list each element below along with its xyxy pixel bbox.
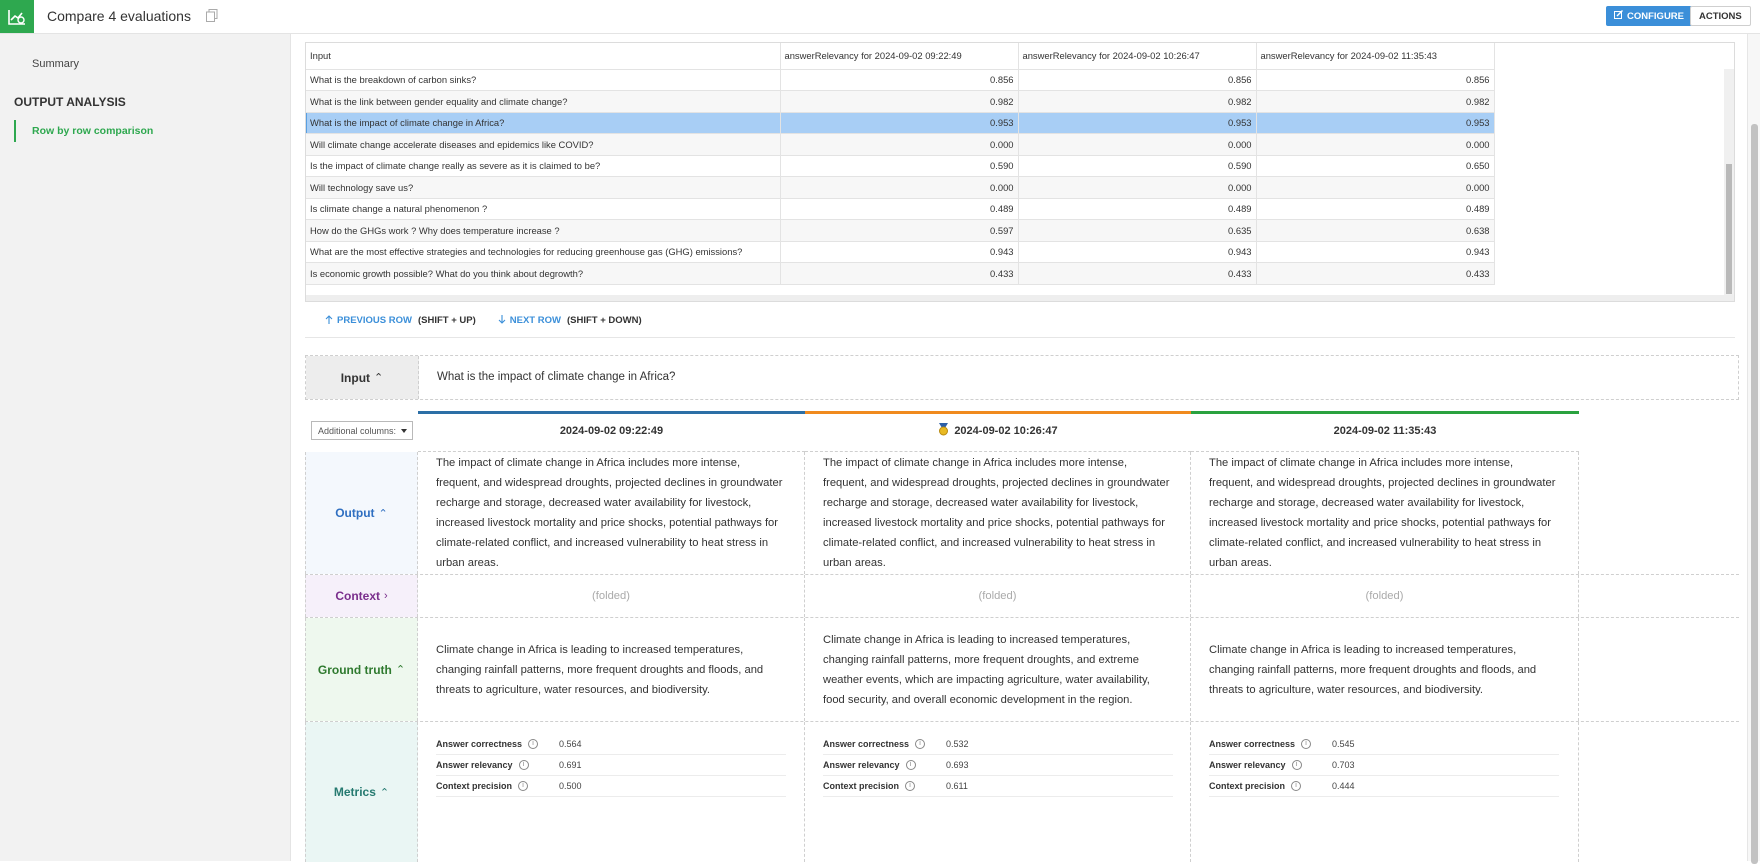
caret-down-icon xyxy=(401,429,407,433)
table-cell-input: How do the GHGs work ? Why does temperature increase ? xyxy=(306,220,780,242)
table-cell-score: 0.856 xyxy=(1256,69,1494,91)
metric-name xyxy=(823,739,946,749)
column-header-score-1[interactable]: answerRelevancy for 2024-09-02 09:22:49 xyxy=(780,43,1018,69)
table-cell-score: 0.943 xyxy=(780,241,1018,263)
info-icon[interactable]: i xyxy=(905,781,915,791)
edit-icon xyxy=(1614,10,1623,22)
metrics-cell xyxy=(1191,722,1579,862)
metric-name-label: Answer relevancy xyxy=(436,760,513,770)
ground-truth-section-toggle[interactable] xyxy=(305,618,418,721)
output-cell: The impact of climate change in Africa includes more intense, frequent, and widespread droughts, projected declines in groundwater recharge and storage, decreased water availability for livestock, increased livestock mortality and price shocks, potential pathways for climate-related conflict, and increased vulnerability to heat stress in urban areas. xyxy=(805,452,1191,574)
table-row[interactable] xyxy=(306,91,1494,113)
table-cell-score: 0.489 xyxy=(1018,198,1256,220)
best-medal-icon xyxy=(938,423,949,439)
output-section-toggle[interactable] xyxy=(305,452,418,574)
evaluation-color-bar xyxy=(805,411,1191,414)
table-cell-score: 0.000 xyxy=(780,134,1018,156)
table-cell-input: Is the impact of climate change really as severe as it is claimed to be? xyxy=(306,155,780,177)
input-section-toggle[interactable] xyxy=(306,356,419,399)
context-folded-cell[interactable]: (folded) xyxy=(1191,575,1579,617)
table-cell-score: 0.638 xyxy=(1256,220,1494,242)
table-cell-input: Will climate change accelerate diseases and epidemics like COVID? xyxy=(306,134,780,156)
metric-name xyxy=(436,781,559,791)
page-title: Compare 4 evaluations xyxy=(47,8,191,24)
table-cell-score: 0.953 xyxy=(1018,112,1256,134)
table-cell-input: Is economic growth possible? What do you think about degrowth? xyxy=(306,263,780,285)
input-value: What is the impact of climate change in Africa? xyxy=(437,371,676,383)
output-row xyxy=(305,452,1739,575)
metric-value: 0.611 xyxy=(946,781,968,791)
table-cell-score: 0.856 xyxy=(780,69,1018,91)
evaluation-color-bar xyxy=(1191,411,1579,414)
info-icon[interactable]: i xyxy=(518,781,528,791)
page-vertical-scrollbar[interactable] xyxy=(1747,34,1760,861)
metric-row xyxy=(1209,755,1559,776)
table-row[interactable] xyxy=(306,155,1494,177)
metric-name-label: Context precision xyxy=(823,781,900,791)
table-cell-score: 0.000 xyxy=(780,177,1018,199)
ground-truth-row xyxy=(305,618,1739,722)
additional-columns-select[interactable] xyxy=(311,421,413,440)
chevron-right-icon: › xyxy=(384,590,388,602)
metric-name xyxy=(1209,781,1332,791)
context-section-label: Context xyxy=(335,589,380,603)
table-cell-input: Will technology save us? xyxy=(306,177,780,199)
sidebar xyxy=(0,34,290,861)
table-cell-score: 0.590 xyxy=(1018,155,1256,177)
metric-name-label: Context precision xyxy=(436,781,513,791)
table-horizontal-scrollbar[interactable] xyxy=(306,295,1734,301)
chevron-up-icon: ⌃ xyxy=(374,372,384,384)
context-folded-cell[interactable]: (folded) xyxy=(805,575,1191,617)
metric-name-label: Answer relevancy xyxy=(823,760,900,770)
configure-button[interactable] xyxy=(1606,6,1692,26)
metric-row xyxy=(823,755,1173,776)
rows-table xyxy=(306,43,1495,285)
metric-row xyxy=(436,755,786,776)
table-cell-score: 0.856 xyxy=(1018,69,1256,91)
metric-name-label: Answer correctness xyxy=(1209,739,1296,749)
table-vertical-scrollbar[interactable] xyxy=(1724,69,1734,301)
evaluation-color-bar xyxy=(418,411,805,414)
metric-value: 0.691 xyxy=(559,760,582,770)
metrics-section-label: Metrics xyxy=(333,785,376,799)
metric-value: 0.500 xyxy=(559,781,582,791)
sidebar-item-row-by-row-comparison[interactable]: Row by row comparison xyxy=(14,120,153,142)
info-icon[interactable]: i xyxy=(915,739,925,749)
info-icon[interactable]: i xyxy=(906,760,916,770)
chevron-up-icon: ⌃ xyxy=(395,664,406,676)
next-row-label: NEXT ROW xyxy=(509,315,561,326)
metric-value: 0.564 xyxy=(559,739,582,749)
info-icon[interactable]: i xyxy=(1301,739,1311,749)
metric-name-label: Answer correctness xyxy=(436,739,523,749)
table-cell-score: 0.489 xyxy=(780,198,1018,220)
table-header-row xyxy=(306,43,1494,69)
metric-row xyxy=(436,734,786,755)
next-row-shortcut: (SHIFT + DOWN) xyxy=(566,315,642,326)
table-cell-score: 0.433 xyxy=(780,263,1018,285)
table-row[interactable] xyxy=(306,198,1494,220)
metric-name xyxy=(823,781,946,791)
evaluation-column-header xyxy=(1191,411,1579,452)
context-section-toggle[interactable] xyxy=(305,575,418,617)
metric-name xyxy=(1209,760,1332,770)
table-cell-score: 0.590 xyxy=(780,155,1018,177)
evaluation-column-label: 2024-09-02 10:26:47 xyxy=(954,425,1058,437)
ground-truth-cell: Climate change in Africa is leading to increased temperatures, changing rainfall patterns, more frequent droughts and floods, and threats to agriculture, water resources, and biodiversity. xyxy=(1191,618,1579,721)
evaluation-compare-icon[interactable] xyxy=(0,0,34,33)
info-icon[interactable]: i xyxy=(1292,760,1302,770)
table-cell-score: 0.982 xyxy=(1018,91,1256,113)
table-cell-input: What is the link between gender equality and climate change? xyxy=(306,91,780,113)
chevron-up-icon: ⌃ xyxy=(378,507,388,520)
table-row[interactable] xyxy=(306,220,1494,242)
arrow-up-icon xyxy=(325,315,333,327)
ground-truth-section-label: Ground truth xyxy=(317,662,392,677)
table-row[interactable] xyxy=(306,263,1494,285)
table-cell-score: 0.943 xyxy=(1018,241,1256,263)
metrics-cell xyxy=(805,722,1191,862)
metric-name xyxy=(436,739,559,749)
output-section-label: Output xyxy=(335,506,375,520)
metric-value: 0.693 xyxy=(946,760,969,770)
table-row[interactable] xyxy=(306,241,1494,263)
table-row[interactable] xyxy=(306,112,1494,134)
context-folded-cell[interactable]: (folded) xyxy=(418,575,805,617)
metric-value: 0.532 xyxy=(946,739,969,749)
metric-row xyxy=(1209,776,1559,797)
top-bar xyxy=(0,0,1760,34)
table-cell-score: 0.597 xyxy=(780,220,1018,242)
table-cell-input: Is climate change a natural phenomenon ? xyxy=(306,198,780,220)
metric-name xyxy=(436,760,559,770)
evaluation-column-label: 2024-09-02 11:35:43 xyxy=(1333,425,1437,437)
evaluation-column-header xyxy=(418,411,805,452)
table-cell-score: 0.000 xyxy=(1256,177,1494,199)
metric-name-label: Answer relevancy xyxy=(1209,760,1286,770)
metric-row xyxy=(436,776,786,797)
metrics-row xyxy=(305,722,1739,862)
actions-button[interactable]: ACTIONS xyxy=(1690,6,1751,26)
metric-value: 0.444 xyxy=(1332,781,1355,791)
table-cell-score: 0.433 xyxy=(1256,263,1494,285)
metric-name-label: Context precision xyxy=(1209,781,1286,791)
copy-icon[interactable] xyxy=(206,9,218,22)
ground-truth-cell: Climate change in Africa is leading to increased temperatures, changing rainfall patterns, more frequent droughts and floods, and threats to agriculture, water resources, and biodiversity. xyxy=(418,618,805,721)
sidebar-item-summary[interactable]: Summary xyxy=(32,58,80,70)
table-scrollbar-thumb[interactable] xyxy=(1726,164,1732,294)
previous-row-label: PREVIOUS ROW xyxy=(337,315,412,326)
table-cell-score: 0.953 xyxy=(1256,112,1494,134)
table-cell-score: 0.650 xyxy=(1256,155,1494,177)
column-header-score-2[interactable]: answerRelevancy for 2024-09-02 10:26:47 xyxy=(1018,43,1256,69)
column-header-input[interactable]: Input xyxy=(306,43,780,69)
previous-row-shortcut: (SHIFT + UP) xyxy=(417,315,476,326)
table-row[interactable] xyxy=(306,69,1494,91)
arrow-down-icon xyxy=(498,315,506,327)
table-cell-input: What is the breakdown of carbon sinks? xyxy=(306,69,780,91)
table-cell-score: 0.433 xyxy=(1018,263,1256,285)
table-cell-score: 0.489 xyxy=(1256,198,1494,220)
table-cell-input: What is the impact of climate change in Africa? xyxy=(306,112,780,134)
context-row xyxy=(305,575,1739,618)
metric-value: 0.545 xyxy=(1332,739,1355,749)
table-cell-score: 0.982 xyxy=(1256,91,1494,113)
info-icon[interactable]: i xyxy=(519,760,529,770)
evaluation-column-label: 2024-09-02 09:22:49 xyxy=(559,425,664,437)
info-icon[interactable]: i xyxy=(528,739,538,749)
table-row[interactable] xyxy=(306,134,1494,156)
table-cell-input: What are the most effective strategies and technologies for reducing greenhouse gas (GHG) emissions? xyxy=(306,241,780,263)
chevron-up-icon: ⌃ xyxy=(379,786,390,799)
next-row-button[interactable] xyxy=(498,315,561,327)
output-cell: The impact of climate change in Africa includes more intense, frequent, and widespread droughts, projected declines in groundwater recharge and storage, decreased water availability for livestock, increased livestock mortality and price shocks, potential pathways for climate-related conflict, and increased vulnerability to heat stress in urban areas. xyxy=(418,452,805,574)
table-cell-score: 0.953 xyxy=(780,112,1018,134)
main-content xyxy=(290,34,1760,861)
input-section-label: Input xyxy=(340,370,371,385)
metrics-section-toggle[interactable] xyxy=(305,722,418,862)
input-row xyxy=(305,355,1739,400)
table-cell-score: 0.943 xyxy=(1256,241,1494,263)
additional-columns-label: Additional columns: xyxy=(318,425,397,436)
table-cell-score: 0.982 xyxy=(780,91,1018,113)
table-cell-score: 0.000 xyxy=(1018,134,1256,156)
configure-label: CONFIGURE xyxy=(1627,10,1684,22)
output-cell: The impact of climate change in Africa includes more intense, frequent, and widespread droughts, projected declines in groundwater recharge and storage, decreased water availability for livestock, increased livestock mortality and price shocks, potential pathways for climate-related conflict, and increased vulnerability to heat stress in urban areas. xyxy=(1191,452,1579,574)
ground-truth-cell: Climate change in Africa is leading to increased temperatures, changing rainfall patterns, more frequent droughts, and extreme weather events, which are impacting agriculture, water availability, food security, and overall economic development in the region. xyxy=(805,618,1191,721)
metric-name xyxy=(1209,739,1332,749)
rows-table-container xyxy=(305,42,1735,302)
metric-row xyxy=(823,776,1173,797)
metric-row xyxy=(1209,734,1559,755)
metric-value: 0.703 xyxy=(1332,760,1355,770)
info-icon[interactable]: i xyxy=(1291,781,1301,791)
page-scrollbar-thumb[interactable] xyxy=(1751,124,1758,864)
table-row[interactable] xyxy=(306,177,1494,199)
table-cell-score: 0.000 xyxy=(1256,134,1494,156)
metric-name xyxy=(823,760,946,770)
metric-name-label: Answer correctness xyxy=(823,739,910,749)
evaluation-column-header xyxy=(805,411,1191,452)
previous-row-button[interactable] xyxy=(325,315,412,327)
sidebar-section-heading: OUTPUT ANALYSIS xyxy=(14,95,126,109)
metric-row xyxy=(823,734,1173,755)
column-header-score-3[interactable]: answerRelevancy for 2024-09-02 11:35:43 xyxy=(1256,43,1494,69)
table-cell-score: 0.000 xyxy=(1018,177,1256,199)
metrics-cell xyxy=(418,722,805,862)
row-navigation xyxy=(305,304,1735,338)
table-cell-score: 0.635 xyxy=(1018,220,1256,242)
